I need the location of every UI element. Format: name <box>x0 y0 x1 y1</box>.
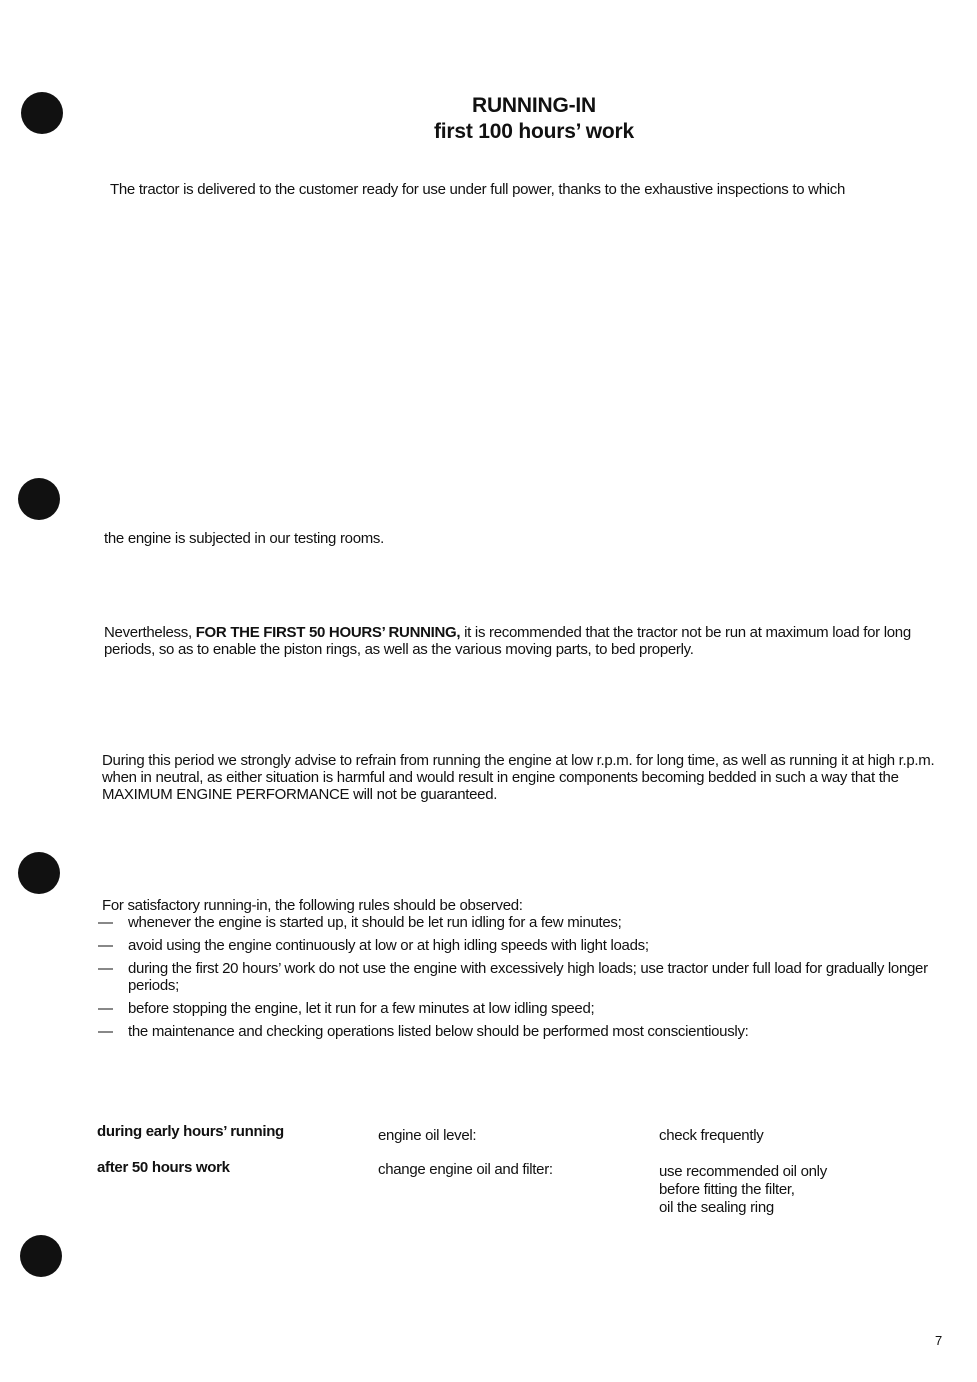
maintenance-action: use recommended oil only before fitting the filter, oil the sealing ring <box>659 1163 827 1216</box>
page-number: 7 <box>935 1333 943 1348</box>
paragraph-first-50-hours <box>104 624 962 658</box>
maintenance-what: engine oil level: <box>378 1127 477 1144</box>
page-subtitle: first 100 hours’ work <box>433 120 635 143</box>
rules-list <box>98 914 958 1046</box>
binder-hole-2 <box>18 478 60 520</box>
rule-item: — whenever the engine is started up, it should be let run idling for a few minutes; <box>98 914 622 931</box>
maintenance-table <box>97 1123 957 1233</box>
dash-marker: — <box>98 937 113 954</box>
paragraph-warning: During this period we strongly advise to refrain from running the engine at low r.p.m. for long time, as well as running it at high r.p.m. when in neutral, as either situation is harmful and would result in engine components becoming bedded in such a way that the MAXIMUM ENGINE PERFORMANCE will not be guaranteed. <box>102 752 935 803</box>
page-title: RUNNING-IN <box>472 94 596 117</box>
maintenance-when: during early hours’ running <box>97 1123 284 1140</box>
paragraph-rest: it is recommended that the tractor not be run at maximum load for long periods, so as to enable the piston rings, as well as the various moving parts, to bed properly. <box>104 624 911 658</box>
maintenance-what: change engine oil and filter: <box>378 1161 553 1178</box>
rule-item: — during the first 20 hours’ work do not use the engine with excessively high loads; use tractor under full load for gradually longer periods; <box>98 960 928 994</box>
dash-marker: — <box>98 1000 113 1017</box>
rules-intro: For satisfactory running-in, the following rules should be observed: <box>102 897 523 914</box>
dash-marker: — <box>98 960 113 977</box>
rule-item: — before stopping the engine, let it run for a few minutes at low idling speed; <box>98 1000 595 1017</box>
intro-line-2: the engine is subjected in our testing rooms. <box>104 530 385 547</box>
rule-item: — avoid using the engine continuously at low or at high idling speeds with light loads; <box>98 937 649 954</box>
binder-hole-3 <box>18 852 60 894</box>
emphasis-first-50-hours: FOR THE FIRST 50 HOURS’ RUNNING, <box>195 624 461 641</box>
binder-hole-4 <box>20 1235 62 1277</box>
rule-item: — the maintenance and checking operations listed below should be performed most conscientiously: <box>98 1023 749 1040</box>
dash-marker: — <box>98 1023 113 1040</box>
paragraph-lead: Nevertheless, <box>104 624 196 641</box>
dash-marker: — <box>98 914 113 931</box>
intro-line-1: The tractor is delivered to the customer ready for use under full power, thanks to the exhaustive inspections to which <box>110 181 846 198</box>
maintenance-when: after 50 hours work <box>97 1159 230 1176</box>
maintenance-action: check frequently <box>659 1127 764 1144</box>
